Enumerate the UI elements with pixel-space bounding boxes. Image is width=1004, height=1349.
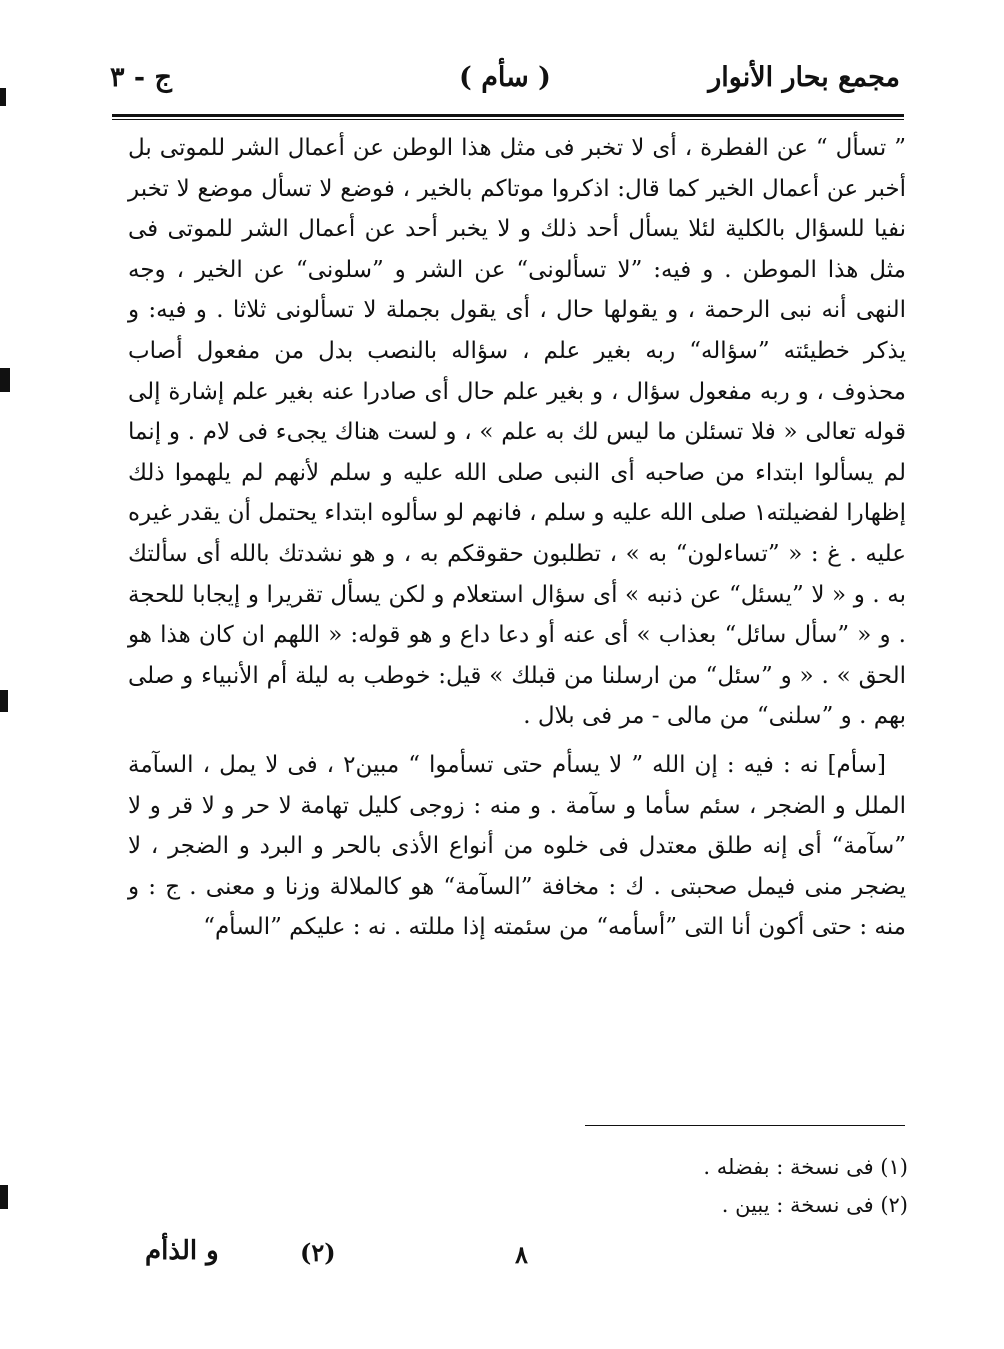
entry-root: ( سأم )	[459, 62, 551, 93]
paragraph-entry-saam: [سأم] نه : فيه : إن الله ” لا يسأم حتى تسأموا “ مبين٢ ، فى لا يمل ، السآمة الملل و الضجر ، سئم سأما و سآمة . و منه : زوجى كليل تهامة لا حر و لا قر و لا ”سآمة“ أى إنه طلق معتدل فى خلوه من أنواع الأذى بالحر و البرد و الضجر ، لا يضجر منى فيمل صحبتى . ك : مخافة ”السآمة“ هو كالملالة وزنا و معنى . ج : و منه : حتى أكون أنا التى ”أسأمه“ من سئمته إذا مللته . نه : عليكم ”السأم“	[128, 751, 906, 941]
page-number: ٨	[515, 1240, 528, 1269]
scan-edge-mark	[0, 88, 6, 106]
book-title: مجمع بحار الأنوار	[708, 62, 900, 93]
footnote-rule	[585, 1125, 905, 1126]
catchword: و الذأم	[145, 1236, 219, 1266]
footnote-2: (٢) فى نسخة : يبين .	[721, 1193, 908, 1217]
footnote-1: (١) فى نسخة : بفضله .	[703, 1155, 908, 1179]
scan-edge-mark	[0, 690, 8, 712]
scan-edge-mark	[0, 1185, 8, 1209]
paragraph-continuation: ” تسأل “ عن الفطرة ، أى لا تخبر فى مثل هذا الوطن عن أعمال الشر للموتى بل أخبر عن أعمال الخير كما قال: اذكروا موتاكم بالخير ، فوضع لا تسأل موضع لا تخبر نفيا للسؤال بالكلية لئلا يسأل أحد ذلك و لا يخبر أحد عن أعمال الشر للموتى فى مثل هذا الموطن . و فيه: ”لا تسألونى“ عن الشر و ”سلونى“ عن الخير ، وجه النهى أنه نبى الرحمة ، و يقولها حال ، أى يقول بجملة لا تسألونى ثلاثا . و فيه: و يذكر خطيئته ”سؤاله“ ربه بغير علم ، سؤاله بالنصب بدل من مفعول أصاب محذوف ، و ربه مفعول سؤال ، و بغير علم حال أى صادرا عنه بغير علم إشارة إلى قوله تعالى « فلا تسئلن ما ليس لك به علم » ، و لست هناك يجىء فى لام . و إنما لم يسألوا ابتداء من صاحبه أى النبى صلى الله عليه و سلم لأنهم لم يلهموا ذلك إظهارا لفضيلته١ صلى الله عليه و سلم ، فانهم لو سألوه ابتداء يحتمل أن يقدر غيره عليه . غ : « ”تساءلون“ به » ، تطلبون حقوقكم به ، و هو نشدتك بالله أى سألتك به . و « لا ”يسئل“ عن ذنبه » أى سؤال استعلام و لكن يسأل تقريرا و إيجابا للحجة . و « ”سأل سائل“ بعذاب » أى عنه أو دعا داع و هو قوله: « اللهم ان كان هذا هو الحق » . « و ”سئل“ من ارسلنا من قبلك » قيل: خوطب به ليلة أم الأنبياء و صلى بهم . و ”سلنى“ من مالى - مر فى بلال .	[128, 135, 906, 730]
scan-edge-mark	[0, 368, 10, 392]
volume-label: ج - ٣	[110, 62, 172, 93]
signature-number: (٢)	[300, 1238, 336, 1267]
body-text	[128, 128, 906, 948]
footnotes	[488, 1148, 908, 1224]
header-rule-thick	[112, 114, 904, 117]
running-header	[110, 62, 900, 110]
header-rule-thin	[112, 119, 904, 120]
